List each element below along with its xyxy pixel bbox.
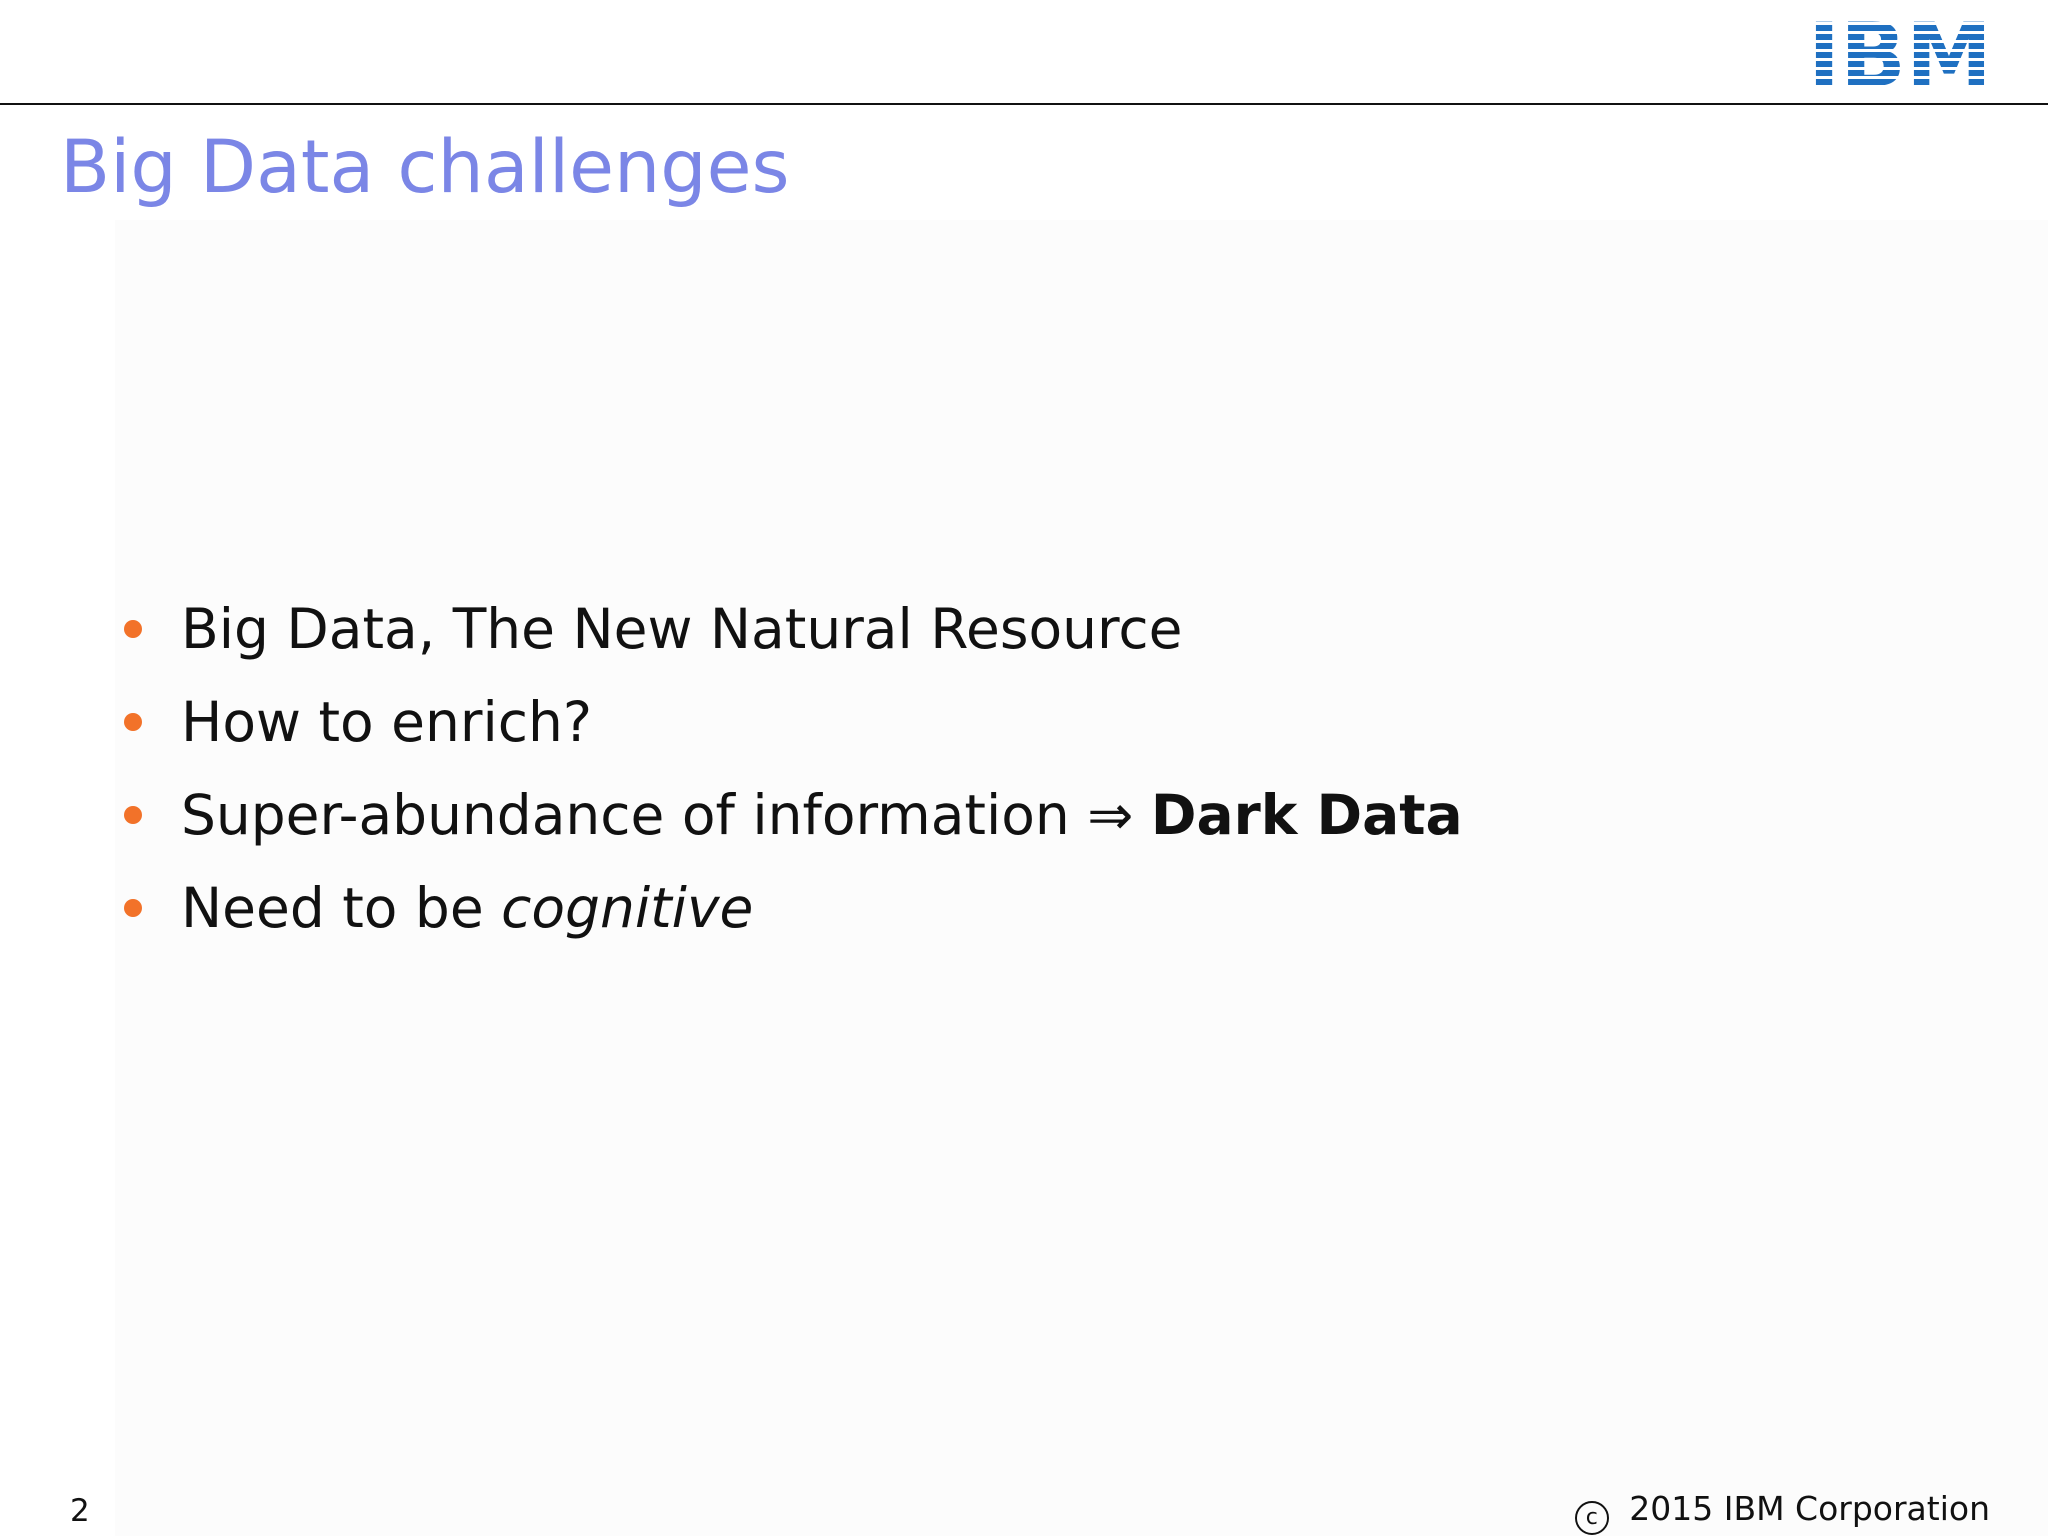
bullet-item (0, 588, 2048, 681)
implies-arrow-icon: ⇒ (1087, 783, 1134, 847)
bullet-emphasis: Dark Data (1150, 783, 1463, 847)
bullet-text-main: Need to be (181, 876, 484, 940)
page-number: 2 (70, 1493, 90, 1529)
bullet-text: Big Data, The New Natural Resource (181, 597, 1183, 661)
header-divider (0, 103, 2048, 105)
copyright-icon: c (1575, 1501, 1609, 1535)
bullet-text (181, 774, 1463, 856)
bullet-item (0, 774, 2048, 867)
bullet-dot-icon (124, 806, 142, 824)
bullet-dot-icon (124, 713, 142, 731)
bullet-text-main: Super-abundance of information (181, 783, 1070, 847)
bullet-italic-emphasis: cognitive (501, 876, 754, 940)
bullet-dot-icon (124, 899, 142, 917)
copyright-text: 2015 IBM Corporation (1629, 1489, 1990, 1528)
bullet-dot-icon (124, 620, 142, 638)
ibm-logo (1808, 16, 1992, 90)
copyright-notice (1575, 1488, 1990, 1535)
bullet-item (0, 867, 2048, 960)
bullet-text (181, 867, 753, 949)
slide-title: Big Data challenges (60, 125, 790, 210)
bullet-list (0, 588, 2048, 960)
bullet-item (0, 681, 2048, 774)
bullet-text: How to enrich? (181, 690, 593, 754)
